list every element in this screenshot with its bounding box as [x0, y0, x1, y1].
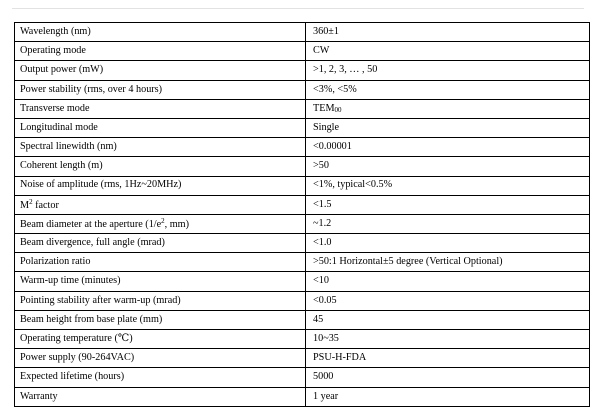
parameter-cell: [15, 214, 306, 233]
value-cell: [306, 99, 590, 118]
parameter-cell: Beam height from base plate (mm): [15, 310, 306, 329]
parameter-cell: Output power (mW): [15, 61, 306, 80]
value-cell: <1.0: [306, 234, 590, 253]
table-row: [15, 99, 590, 118]
specifications-table: [14, 22, 590, 407]
table-row: [15, 176, 590, 195]
value-cell: 45: [306, 310, 590, 329]
value-cell: >50:1 Horizontal±5 degree (Vertical Optional): [306, 253, 590, 272]
value-cell: ~1.2: [306, 214, 590, 233]
value-cell: <1%, typical<0.5%: [306, 176, 590, 195]
parameter-cell: Noise of amplitude (rms, 1Hz~20MHz): [15, 176, 306, 195]
parameter-cell: Longitudinal mode: [15, 118, 306, 137]
table-row: [15, 214, 590, 233]
value-subscript: 00: [334, 105, 342, 114]
table-row: [15, 138, 590, 157]
table-row: [15, 387, 590, 406]
parameter-cell: Operating temperature (℃): [15, 330, 306, 349]
table-row: [15, 310, 590, 329]
table-row: [15, 157, 590, 176]
parameter-text-after: factor: [32, 199, 59, 211]
parameter-cell: Expected lifetime (hours): [15, 368, 306, 387]
parameter-cell: Coherent length (m): [15, 157, 306, 176]
parameter-cell: Operating mode: [15, 42, 306, 61]
parameter-cell: Power stability (rms, over 4 hours): [15, 80, 306, 99]
table-row: [15, 42, 590, 61]
value-cell: >50: [306, 157, 590, 176]
parameter-cell: Warm-up time (minutes): [15, 272, 306, 291]
value-cell: <1.5: [306, 195, 590, 214]
value-cell: 10~35: [306, 330, 590, 349]
parameter-cell: Beam divergence, full angle (mrad): [15, 234, 306, 253]
table-row: [15, 349, 590, 368]
table-row: [15, 61, 590, 80]
value-cell: 1 year: [306, 387, 590, 406]
table-row: [15, 253, 590, 272]
table-row: [15, 118, 590, 137]
value-cell: 360±1: [306, 23, 590, 42]
value-cell: <0.05: [306, 291, 590, 310]
parameter-cell: Transverse mode: [15, 99, 306, 118]
parameter-cell: [15, 195, 306, 214]
parameter-superscript: 2: [29, 197, 33, 206]
parameter-cell: Power supply (90-264VAC): [15, 349, 306, 368]
parameter-text: Beam diameter at the aperture (1/e: [20, 218, 162, 230]
parameter-superscript: 2: [161, 216, 165, 225]
parameter-cell: Polarization ratio: [15, 253, 306, 272]
parameter-text-after: , mm): [164, 218, 189, 230]
value-cell: <10: [306, 272, 590, 291]
table-row: [15, 291, 590, 310]
value-cell: PSU-H-FDA: [306, 349, 590, 368]
value-cell: <0.00001: [306, 138, 590, 157]
parameter-cell: Warranty: [15, 387, 306, 406]
value-cell: CW: [306, 42, 590, 61]
parameter-cell: Wavelength (nm): [15, 23, 306, 42]
value-cell: <3%, <5%: [306, 80, 590, 99]
parameter-text: M: [20, 199, 30, 211]
table-row: [15, 195, 590, 214]
value-cell: 5000: [306, 368, 590, 387]
top-divider: [12, 0, 584, 9]
table-row: [15, 80, 590, 99]
table-row: [15, 23, 590, 42]
table-row: [15, 234, 590, 253]
parameter-cell: Spectral linewidth (nm): [15, 138, 306, 157]
table-row: [15, 368, 590, 387]
table-row: [15, 330, 590, 349]
value-text: TEM: [313, 102, 335, 114]
value-cell: >1, 2, 3, … , 50: [306, 61, 590, 80]
parameter-cell: Pointing stability after warm-up (mrad): [15, 291, 306, 310]
table-row: [15, 272, 590, 291]
value-cell: Single: [306, 118, 590, 137]
